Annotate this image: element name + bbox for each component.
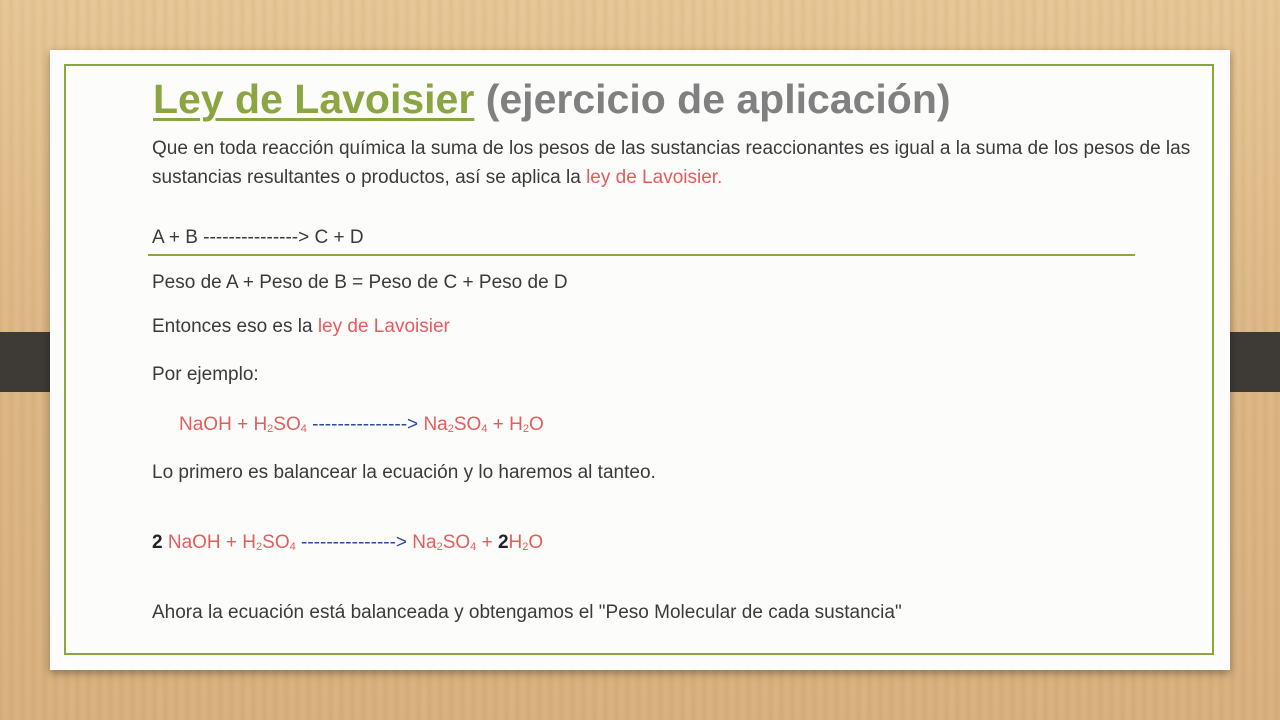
r1-product-b: + H <box>487 414 523 435</box>
r2-product-a: Na <box>412 532 437 553</box>
r2-sub: 2 <box>522 541 529 553</box>
r1-sub: 4 <box>300 423 307 435</box>
reaction-unbalanced <box>179 414 544 436</box>
conclusion-highlight: ley de Lavoisier <box>317 316 450 337</box>
r2-sub: 2 <box>256 541 263 553</box>
final-note: Ahora la ecuación está balanceada y obtengamos el "Peso Molecular de cada sustancia" <box>152 602 902 623</box>
intro-text: Que en toda reacción química la suma de los pesos de las sustancias reaccionantes es igual a la suma de los pesos de las sustancias resultantes o productos, así se aplica la <box>152 138 1191 188</box>
r2-product-b-rest: O <box>528 532 544 553</box>
r2-sub: 4 <box>470 541 477 553</box>
r1-reactant-b: SO <box>273 414 301 435</box>
r2-product-a-rest: SO <box>442 532 471 553</box>
r2-reactant-b: SO <box>262 532 290 553</box>
r1-sub: 2 <box>267 423 274 435</box>
title-link[interactable]: Ley de Lavoisier <box>153 76 475 122</box>
example-label: Por ejemplo: <box>152 364 259 385</box>
r1-product-a-rest: SO <box>453 414 482 435</box>
slide-title <box>153 76 951 123</box>
generic-reaction: A + B ---------------> C + D <box>152 227 364 248</box>
r2-reactant-a: NaOH + H <box>162 532 257 553</box>
divider-line <box>148 254 1135 256</box>
title-rest: (ejercicio de aplicación) <box>474 76 951 122</box>
r1-reactant-a: NaOH + H <box>179 414 268 435</box>
r2-arrow: ---------------> <box>295 532 413 553</box>
conclusion-line <box>152 316 450 338</box>
conclusion-text: Entonces eso es la <box>152 316 318 337</box>
r1-sub: 4 <box>481 423 488 435</box>
r1-product-b-rest: O <box>528 414 544 435</box>
r2-sub: 2 <box>436 541 443 553</box>
r1-sub: 2 <box>447 423 454 435</box>
r2-plus: + <box>476 532 498 553</box>
intro-highlight: ley de Lavoisier. <box>586 167 723 188</box>
r2-sub: 4 <box>289 541 296 553</box>
balance-note: Lo primero es balancear la ecuación y lo haremos al tanteo. <box>152 462 656 483</box>
r2-coefficient: 2 <box>152 532 163 553</box>
intro-paragraph <box>152 134 1192 192</box>
r2-product-b: H <box>508 532 523 553</box>
weight-equation: Peso de A + Peso de B = Peso de C + Peso de D <box>152 272 568 293</box>
r1-sub: 2 <box>522 423 529 435</box>
reaction-balanced <box>152 532 543 554</box>
r1-arrow: ---------------> <box>306 414 424 435</box>
r2-coefficient: 2 <box>497 532 509 553</box>
r1-product-a: Na <box>423 414 448 435</box>
